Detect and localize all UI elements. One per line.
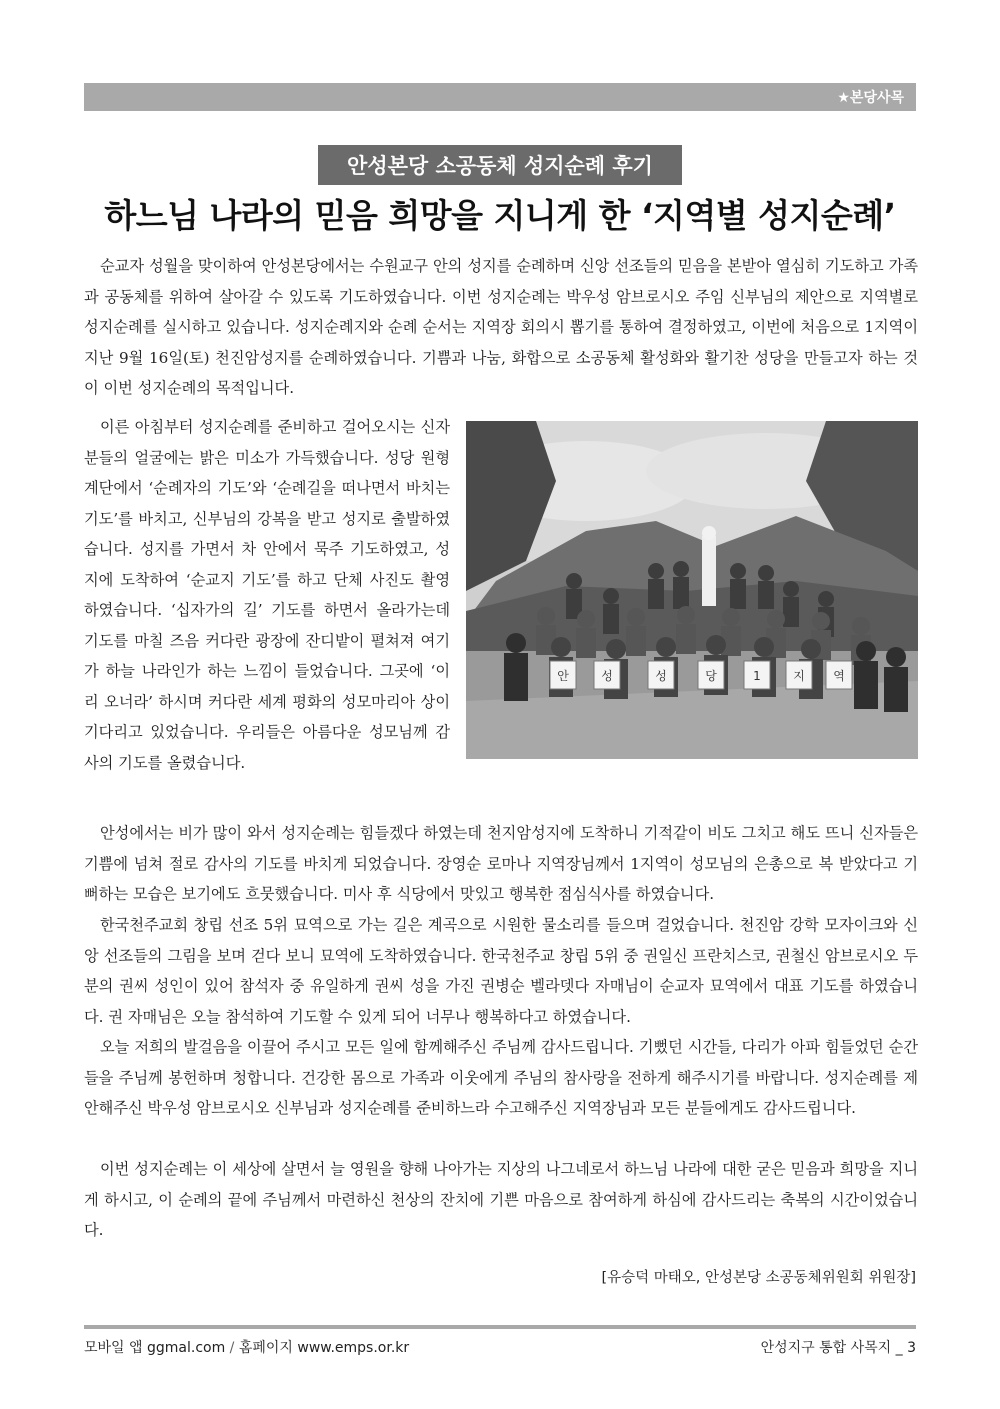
footer-home-label: 홈페이지 xyxy=(238,1340,298,1356)
article-subtitle-box xyxy=(318,145,682,185)
author-byline: [유승덕 마태오, 안성본당 소공동체위원회 위원장] xyxy=(601,1270,916,1286)
footer-rule xyxy=(84,1325,916,1329)
paragraph-2: 이른 아침부터 성지순례를 준비하고 걸어오시는 신자분들의 얼굴에는 밝은 미소가 가득했습니다. 성당 원형 계단에서 ‘순례자의 기도’와 ‘순례길을 떠나면서 바치는 기도’를 바치고, 신부님의 강복을 받고 성지로 출발하였습니다. 성지를 가면서 차 안에서 묵주 기도하였고, 성지에 도착하여 ‘순교지 기도’를 하고 단체 사진도 촬영하였습니다. ‘십자가의 길’ 기도를 하면서 올라가는데 기도를 마칠 즈음 커다란 광장에 잔디밭이 펼쳐져 여기가 하늘 나라인가 하는 느낌이 들었습니다. 그곳에 ‘이리 오너라’ 하시며 커다란 세계 평화의 성모마리아 상이 기다리고 있었습니다. 우리들은 아름다운 성모님께 감사의 기도를 올렸습니다. xyxy=(84,418,450,772)
paragraph-1: 순교자 성월을 맞이하여 안성본당에서는 수원교구 안의 성지를 순례하며 신앙 선조들의 믿음을 본받아 열심히 기도하고 가족과 공동체를 위하여 살아갈 수 있도록 기도하였습니다. 이번 성지순례는 박우성 암브로시오 주임 신부님의 제안으로 지역별로 성지순례를 실시하고 있습니다. 성지순례지와 순례 순서는 지역장 회의시 뽑기를 통하여 결정하였고, 이번에 처음으로 1지역이 지난 9월 16일(토) 천진암성지를 순례하였습니다. 기쁨과 나눔, 화합으로 소공동체 활성화와 활기찬 성당을 만들고자 하는 것이 이번 성지순례의 목적입니다. xyxy=(84,257,918,397)
paragraph-4: 한국천주교회 창립 선조 5위 묘역으로 가는 길은 계곡으로 시원한 물소리를 들으며 걸었습니다. 천진암 강학 모자이크와 신앙 선조들의 그림을 보며 걷다 보니 묘역에 도착하였습니다. 한국천주교 창립 5위 중 권일신 프란치스코, 권철신 암브로시오 두 분의 권씨 성인이 있어 참석자 중 유일하게 권씨 성을 가진 권병순 벨라뎃다 자매님이 순교자 묘역에서 대표 기도를 하였습니다. 권 자매님은 오늘 참석하여 기도할 수 있게 되어 너무나 행복하다고 하였습니다. xyxy=(84,916,918,1026)
paragraph-5: 오늘 저희의 발걸음을 이끌어 주시고 모든 일에 함께해주신 주님께 감사드립니다. 기뻤던 시간들, 다리가 아파 힘들었던 순간들을 주님께 봉헌하며 청합니다. 건강한 몸으로 가족과 이웃에게 주님의 참사랑을 전하게 해주시기를 바랍니다. 성지순례를 제안해주신 박우성 암브로시오 신부님과 성지순례를 준비하느라 수고해주신 지역장님과 모든 분들에게도 감사드립니다. xyxy=(84,1038,918,1117)
paragraph-6: 이번 성지순례는 이 세상에 살면서 늘 영원을 향해 나아가는 지상의 나그네로서 하느님 나라에 대한 굳은 믿음과 희망을 지니게 하시고, 이 순례의 끝에 주님께서 마련하신 천상의 잔치에 기쁜 마음으로 참여하게 하심에 감사드리는 축복의 시간이었습니다. xyxy=(84,1160,918,1239)
article-title: 하느님 나라의 믿음 희망을 지니게 한 ‘지역별 성지순례’ xyxy=(104,196,896,235)
footer-home-link[interactable]: www.emps.or.kr xyxy=(297,1340,410,1356)
photo-sign-2: 성 xyxy=(601,669,613,683)
photo-sign-1: 안 xyxy=(557,669,569,683)
group-photo xyxy=(466,421,918,759)
footer-page-info: 안성지구 통합 사목지 _ 3 xyxy=(760,1340,916,1356)
article-subtitle: 안성본당 소공동체 성지순례 후기 xyxy=(347,154,653,178)
photo-sign-3: 성 xyxy=(655,669,667,683)
photo-sign-5: 1 xyxy=(753,669,761,683)
paragraph-3: 안성에서는 비가 많이 와서 성지순례는 힘들겠다 하였는데 천지암성지에 도착하니 기적같이 비도 그치고 해도 뜨니 신자들은 기쁨에 넘쳐 절로 감사의 기도를 바치게 되었습니다. 장영순 로마나 지역장님께서 1지역이 성모님의 은총으로 복 받았다고 기뻐하는 모습은 보기에도 흐뭇했습니다. 미사 후 식당에서 맛있고 행복한 점심식사를 하였습니다. xyxy=(84,824,918,903)
group-photo-image xyxy=(466,421,918,759)
section-label: ★본당사목 xyxy=(837,90,904,106)
photo-sign-4: 당 xyxy=(705,669,717,683)
footer-app-link[interactable]: 모바일 앱 ggmal.com xyxy=(84,1340,226,1356)
footer-contact xyxy=(84,1337,409,1357)
photo-sign-7: 역 xyxy=(833,669,845,683)
footer-separator: / xyxy=(225,1340,239,1356)
photo-sign-6: 지 xyxy=(793,669,805,683)
section-header-bar xyxy=(84,83,916,111)
